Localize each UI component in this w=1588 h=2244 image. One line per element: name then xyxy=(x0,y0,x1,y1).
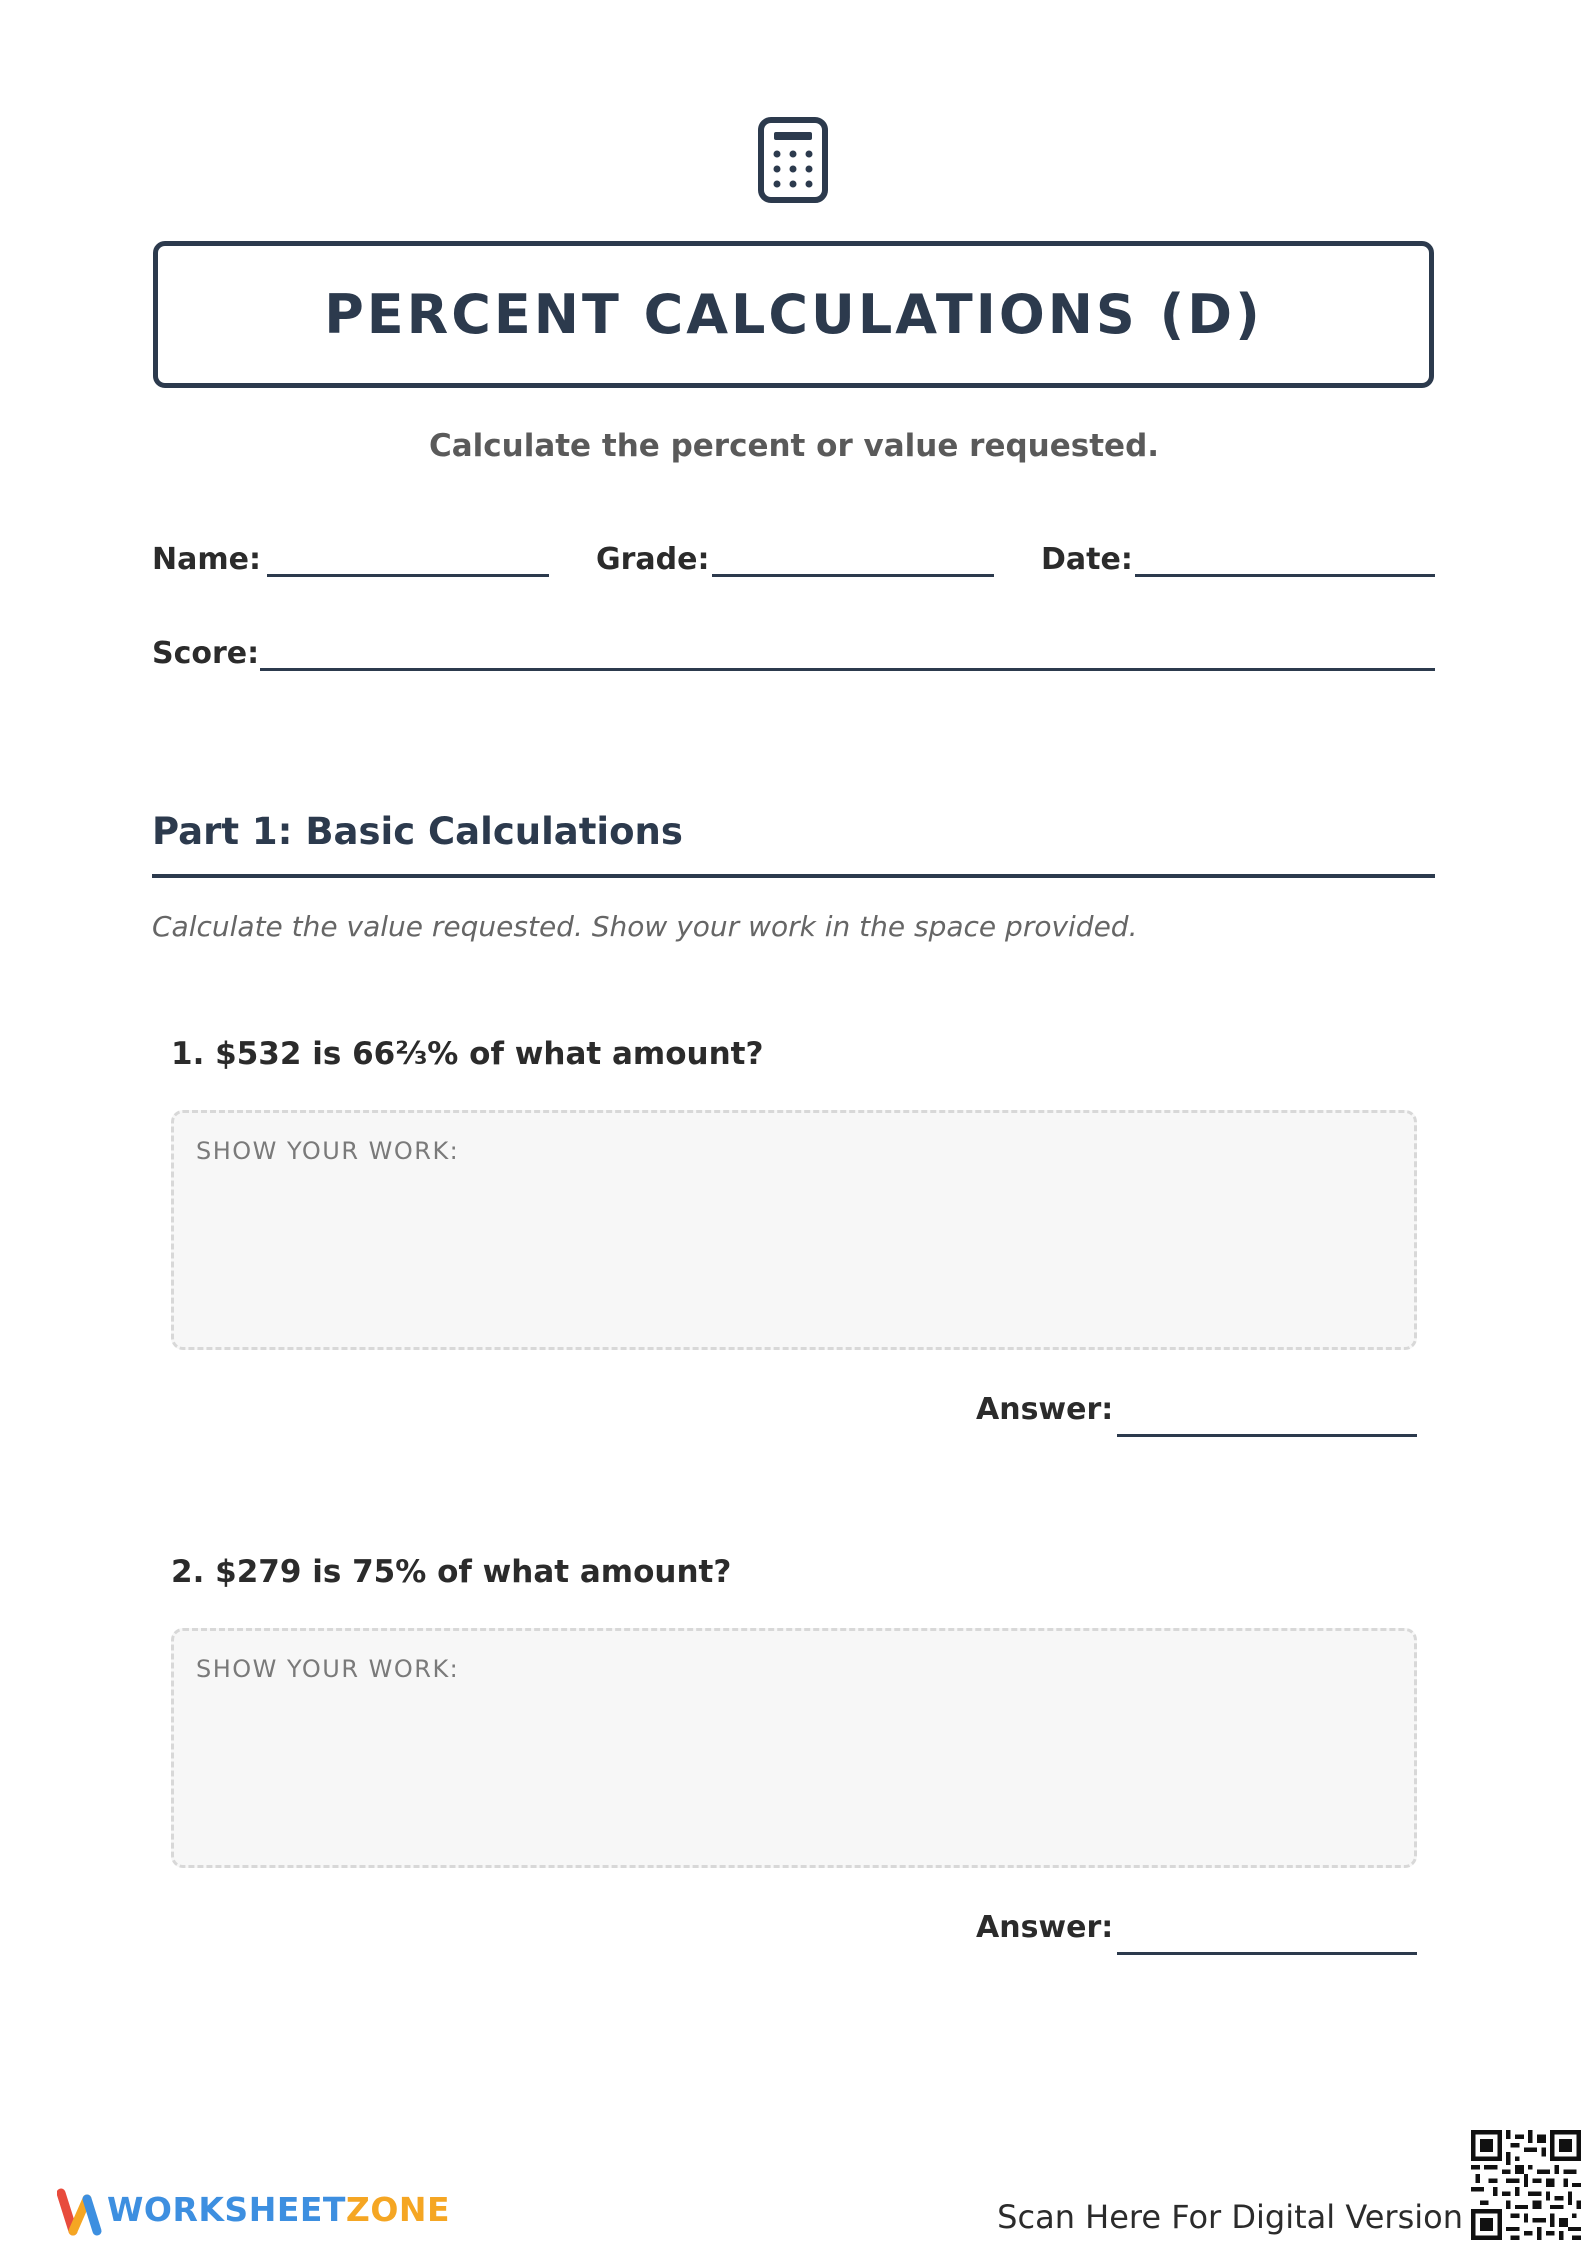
calculator-icon xyxy=(757,116,829,204)
instructions: Calculate the value requested. Show your work in the space provided. xyxy=(152,910,1138,943)
scan-caption: Scan Here For Digital Version xyxy=(997,2198,1463,2236)
answer-label-1: Answer: xyxy=(976,1392,1114,1427)
grade-label: Grade: xyxy=(596,542,710,577)
answer-field-2[interactable] xyxy=(1117,1952,1417,1955)
question-1: 1. $532 is 66⅔% of what amount? xyxy=(171,1036,764,1072)
section-divider xyxy=(152,874,1435,878)
grade-field[interactable] xyxy=(712,574,994,577)
brand-name xyxy=(107,2190,450,2229)
score-label: Score: xyxy=(152,636,260,671)
name-field[interactable] xyxy=(267,574,549,577)
brand-name-part2: ZONE xyxy=(345,2190,451,2229)
page-subtitle: Calculate the percent or value requested. xyxy=(428,428,1160,464)
work-label: SHOW YOUR WORK: xyxy=(196,1137,460,1165)
score-field[interactable] xyxy=(260,668,1435,671)
work-area-2[interactable] xyxy=(171,1628,1417,1868)
page-title: PERCENT CALCULATIONS (D) xyxy=(324,283,1263,346)
date-label: Date: xyxy=(1041,542,1133,577)
name-label: Name: xyxy=(152,542,261,577)
section-heading: Part 1: Basic Calculations xyxy=(152,810,683,853)
question-2: 2. $279 is 75% of what amount? xyxy=(171,1554,732,1590)
qr-code-icon[interactable] xyxy=(1471,2130,1581,2240)
title-box xyxy=(153,241,1434,388)
work-label: SHOW YOUR WORK: xyxy=(196,1655,460,1683)
answer-label-2: Answer: xyxy=(976,1910,1114,1945)
brand-name-part1: WORKSHEET xyxy=(107,2190,346,2229)
answer-field-1[interactable] xyxy=(1117,1434,1417,1437)
date-field[interactable] xyxy=(1135,574,1435,577)
work-area-1[interactable] xyxy=(171,1110,1417,1350)
